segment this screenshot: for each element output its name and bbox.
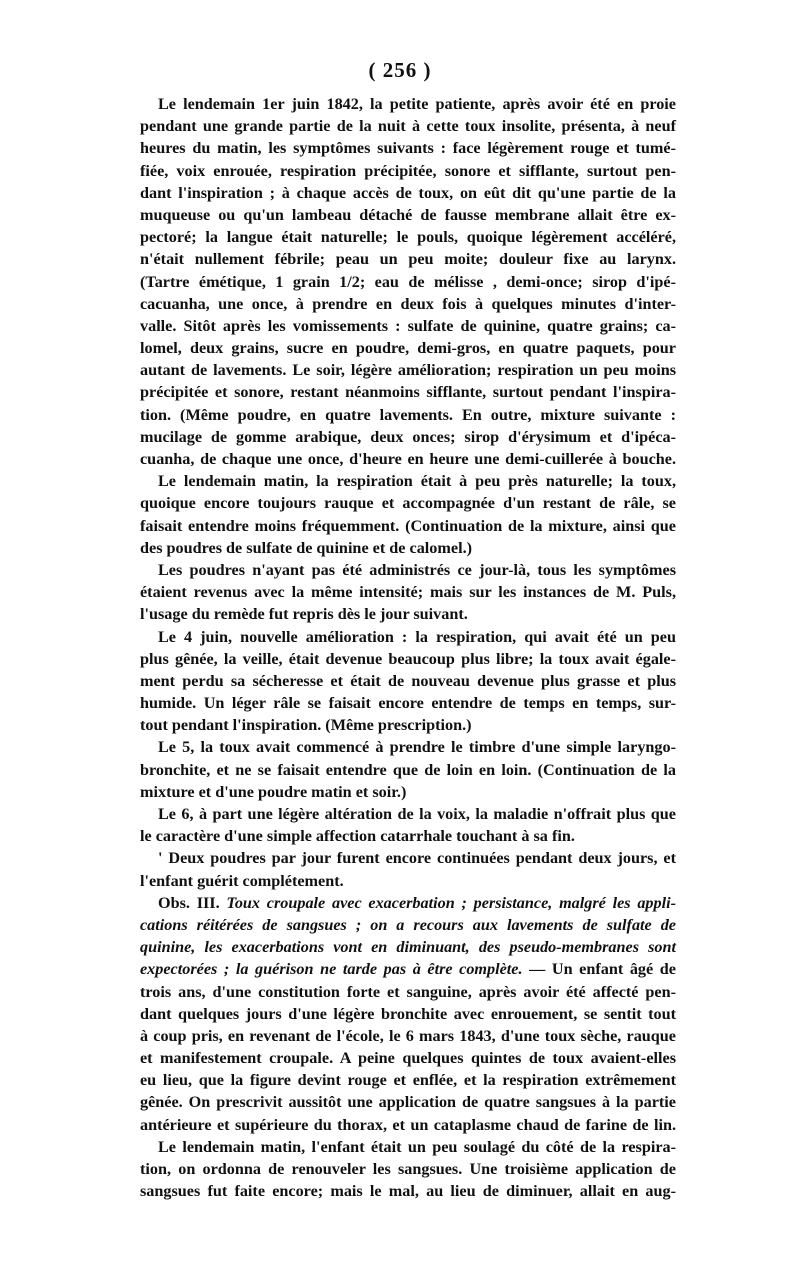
text-line: tion, on ordonna de renouveler les sangsues. Une troisième application de — [140, 1160, 676, 1178]
text-line: bronchite, et ne se faisait entendre que de loin en loin. (Continuation de la — [140, 760, 676, 779]
text-line: sangsues fut faite encore; mais le mal, au lieu de diminuer, allait en aug- — [140, 1182, 676, 1201]
text-line — [140, 914, 676, 936]
text-line: l'enfant guérit complétement. — [140, 871, 344, 890]
text-line: faisait entendre moins fréquemment. (Continuation de la mixture, ainsi que — [140, 516, 676, 535]
text-line: pendant une grande partie de la nuit à cette toux insolite, présenta, à neuf — [140, 117, 676, 136]
text-line: Le 4 juin, nouvelle amélioration : la respiration, qui avait été un peu — [158, 627, 676, 646]
paragraph — [140, 847, 676, 891]
text-line: Le lendemain 1er juin 1842, la petite patiente, après avoir été en proie — [158, 95, 676, 113]
italic-segment: quinine, les exacerbations vont en diminuant, des pseudo-membranes sont — [140, 938, 676, 957]
text-line: Le lendemain matin, l'enfant était un peu soulagé du côté de la respira- — [158, 1137, 676, 1156]
paragraph — [140, 470, 676, 559]
text-line: plus gênée, la veille, était devenue beaucoup plus libre; la toux avait égale- — [140, 649, 676, 668]
paragraph — [140, 93, 676, 470]
text-line: mixture et d'une poudre matin et soir.) — [140, 782, 407, 801]
text-line: mucilage de gomme arabique, deux onces; sirop d'érysimum et d'ipéca- — [140, 427, 676, 446]
text-line — [140, 892, 676, 914]
text-line: quoique encore toujours rauque et accompagnée d'un restant de râle, se — [140, 494, 676, 513]
text-segment: Obs. III. — [158, 893, 227, 912]
text-line: dant quelques jours d'une légère bronchite avec enrouement, se sentit tout — [140, 1004, 676, 1023]
text-line: (Tartre émétique, 1 grain 1/2; eau de mélisse , demi-once; sirop d'ipé- — [140, 272, 676, 291]
text-line: Les poudres n'ayant pas été administrés ce jour-là, tous les symptômes — [158, 560, 676, 579]
italic-segment: cations réitérées de sangsues ; on a recours aux lavements de sulfate de — [140, 915, 676, 934]
text-line: cuanha, de chaque une once, d'heure en heure une demi-cuillerée à bouche. — [140, 450, 676, 468]
paragraph — [140, 736, 676, 803]
text-line: Le lendemain matin, la respiration était à peu près naturelle; la toux, — [158, 472, 676, 491]
text-line: et manifestement croupale. A peine quelques quintes de toux avaient-elles — [140, 1049, 676, 1068]
text-line — [140, 936, 676, 958]
text-line: ment perdu sa sécheresse et était de nouveau devenue plus grasse et plus — [140, 671, 676, 690]
text-line: dant l'inspiration ; à chaque accès de toux, on eût dit qu'une partie de la — [140, 183, 676, 202]
text-line: autant de lavements. Le soir, légère amélioration; respiration un peu moins — [140, 361, 676, 380]
text-line: n'était nullement fébrile; peau un peu moite; douleur fixe au larynx. — [140, 250, 676, 269]
paragraph — [140, 626, 676, 737]
paragraph — [140, 559, 676, 626]
text-line: l'usage du remède fut repris dès le jour suivant. — [140, 605, 468, 624]
text-line: heures du matin, les symptômes suivants : face légèrement rouge et tumé- — [140, 139, 676, 158]
text-line: lomel, deux grains, sucre en poudre, demi-gros, en quatre paquets, pour — [140, 339, 676, 358]
text-line: Le 5, la toux avait commencé à prendre le timbre d'une simple laryngo- — [158, 738, 676, 757]
text-line: valle. Sitôt après les vomissements : sulfate de quinine, quatre grains; ca- — [140, 316, 676, 335]
text-line: ' Deux poudres par jour furent encore continuées pendant deux jours, et — [158, 849, 676, 868]
text-line: fiée, voix enrouée, respiration précipitée, sonore et sifflante, surtout pen- — [140, 161, 676, 180]
text-line: à coup pris, en revenant de l'école, le 6 mars 1843, d'une toux sèche, rauque — [140, 1026, 676, 1045]
text-line: humide. Un léger râle se faisait encore entendre de temps en temps, sur- — [140, 694, 676, 713]
text-line: antérieure et supérieure du thorax, et un cataplasme chaud de farine de lin. — [140, 1115, 676, 1134]
paragraph — [140, 1136, 676, 1203]
text-line: cacuanha, une once, à prendre en deux fois à quelques minutes d'inter- — [140, 294, 676, 313]
text-line: précipitée et sonore, restant néanmoins sifflante, surtout pendant l'inspira- — [140, 383, 676, 402]
text-line: tout pendant l'inspiration. (Même prescription.) — [140, 716, 472, 735]
text-line: étaient revenus avec la même intensité; mais sur les instances de M. Puls, — [140, 583, 676, 602]
paragraph — [140, 892, 676, 1136]
text-line: pectoré; la langue était naturelle; le pouls, quoique légèrement accéléré, — [140, 228, 676, 247]
text-line: Le 6, à part une légère altération de la voix, la maladie n'offrait plus que — [158, 805, 676, 823]
paragraph — [140, 803, 676, 847]
text-segment: — Un enfant âgé de — [522, 960, 676, 979]
page-number: ( 256 ) — [368, 58, 432, 82]
text-line: des poudres de sulfate de quinine et de calomel.) — [140, 538, 473, 557]
text-line: le caractère d'une simple affection catarrhale touchant à sa fin. — [140, 827, 575, 846]
body-text — [140, 93, 676, 1202]
text-line: muqueuse ou qu'un lambeau détaché de fausse membrane allait être ex- — [140, 205, 676, 224]
text-line: trois ans, d'une constitution forte et sanguine, après avoir été affecté pen- — [140, 982, 676, 1001]
italic-segment: expectorées ; la guérison ne tarde pas à être complète. — [140, 960, 523, 979]
text-line: eu lieu, que la figure devint rouge et enflée, et la respiration extrêmement — [140, 1071, 676, 1090]
text-line: tion. (Même poudre, en quatre lavements. En outre, mixture suivante : — [140, 405, 676, 424]
text-line — [140, 958, 676, 980]
text-line: gênée. On prescrivit aussitôt une application de quatre sangsues à la partie — [140, 1093, 676, 1112]
italic-segment: Toux croupale avec exacerbation ; persistance, malgré les appli- — [226, 893, 677, 912]
